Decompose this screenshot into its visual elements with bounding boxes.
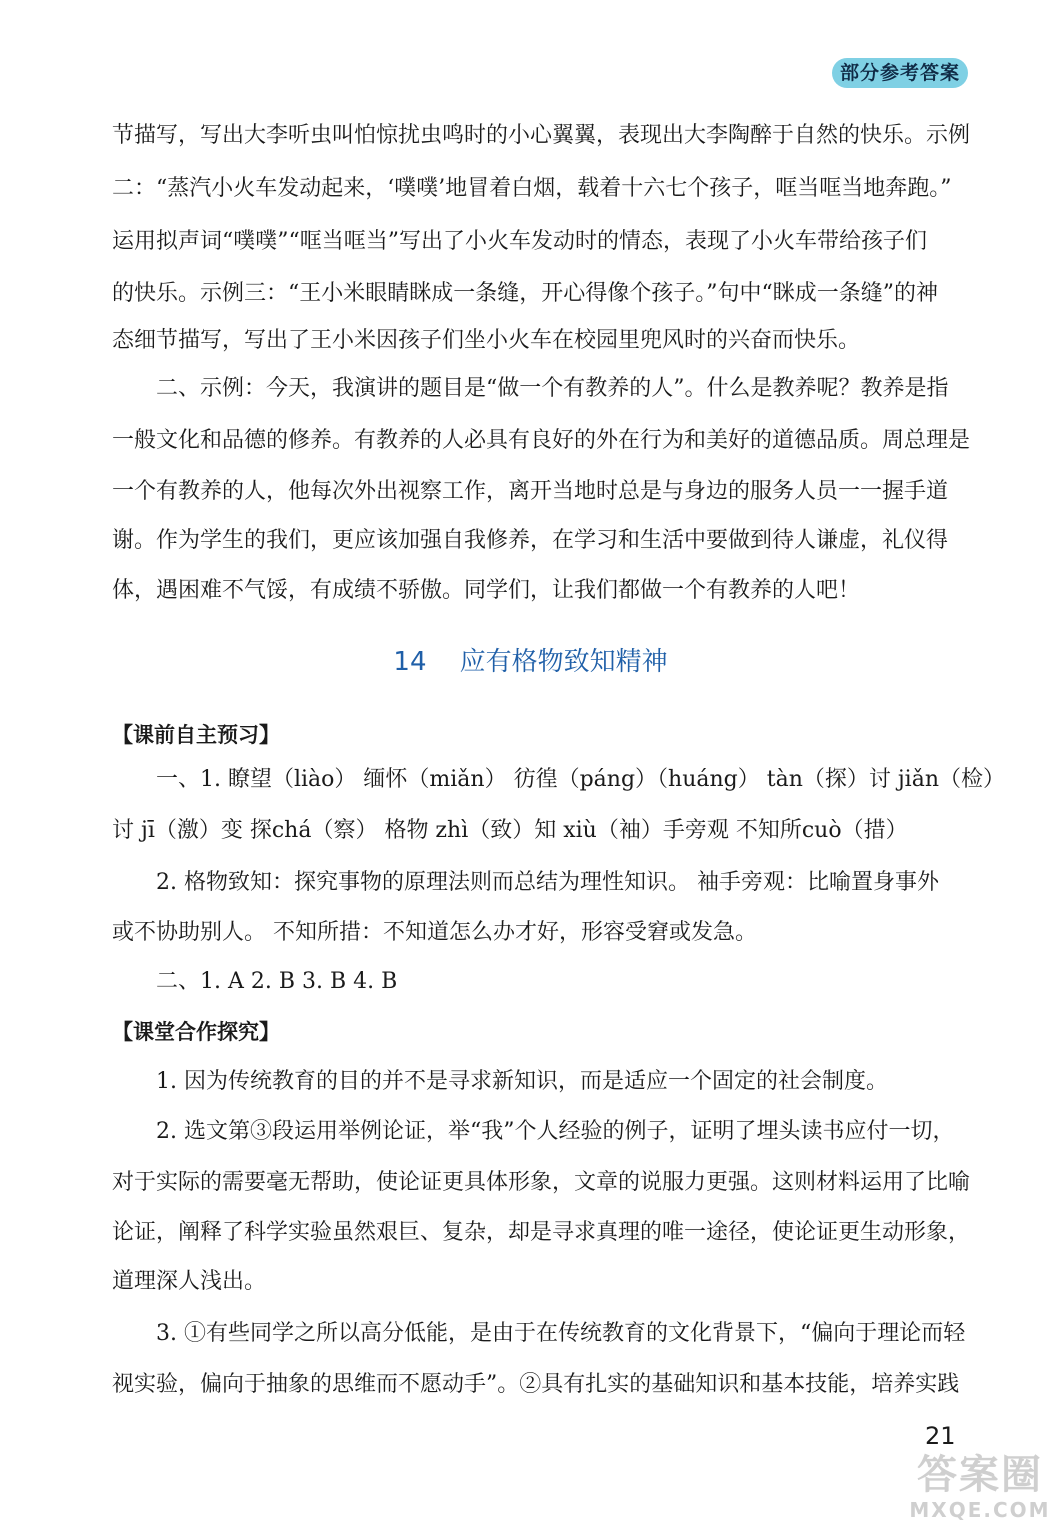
paragraph-line: 一般文化和品德的修养。有教养的人必具有良好的外在行为和美好的道德品质。周总理是 xyxy=(112,428,971,453)
paragraph-line: 运用拟声词“噗噗”“哐当哐当”写出了小火车发动时的情态，表现了小火车带给孩子们 xyxy=(112,229,927,254)
paragraph-line: 一个有教养的人，他每次外出视察工作，离开当地时总是与身边的服务人员一一握手道 xyxy=(112,479,949,504)
watermark-logo: 答案圈 xyxy=(917,1452,1043,1498)
section-title-text: 应有格物致知精神 xyxy=(459,647,668,677)
page-number: 21 xyxy=(925,1422,956,1450)
section-number: 14 xyxy=(393,647,427,677)
explore-line: 论证，阐释了科学实验虽然艰巨、复杂，却是寻求真理的唯一途径，使论证更生动形象， xyxy=(112,1220,971,1245)
preview-line: 2. 格物致知：探究事物的原理法则而总结为理性知识。 袖手旁观：比喻置身事外 xyxy=(156,870,939,895)
watermark xyxy=(905,1452,1055,1532)
paragraph-line: 二：“蒸汽小火车发动起来，‘噗噗’地冒着白烟，载着十六七个孩子，哐当哐当地奔跑。” xyxy=(112,176,952,201)
paragraph-line: 谢。作为学生的我们，更应该加强自我修养，在学习和生活中要做到待人谦虚，礼仪得 xyxy=(112,528,949,553)
paragraph-line: 体，遇困难不气馁，有成绩不骄傲。同学们，让我们都做一个有教养的人吧！ xyxy=(112,578,861,603)
preview-heading: 【课前自主预习】 xyxy=(112,723,280,747)
paragraph-line: 的快乐。示例三：“王小米眼睛眯成一条缝，开心得像个孩子。”句中“眯成一条缝”的神 xyxy=(112,281,938,306)
preview-line: 讨 jī（激）变 探chá（察） 格物 zhì（致）知 xiù（袖）手旁观 不知所cuò（措） xyxy=(112,818,908,843)
explore-line: 道理深人浅出。 xyxy=(112,1269,267,1294)
paragraph-line: 态细节描写，写出了王小米因孩子们坐小火车在校园里兜风时的兴奋而快乐。 xyxy=(112,328,861,353)
explore-line: 3. ①有些同学之所以高分低能，是由于在传统教育的文化背景下，“偏向于理论而轻 xyxy=(156,1321,966,1346)
explore-line: 视实验，偏向于抽象的思维而不愿动手”。②具有扎实的基础知识和基本技能，培养实践 xyxy=(112,1372,960,1397)
paragraph-line: 二、示例：今天，我演讲的题目是“做一个有教养的人”。什么是教养呢？教养是指 xyxy=(156,376,949,401)
explore-line: 1. 因为传统教育的目的并不是寻求新知识，而是适应一个固定的社会制度。 xyxy=(156,1069,888,1094)
section-title xyxy=(0,645,1061,679)
paragraph-line: 节描写，写出大李听虫叫怕惊扰虫鸣时的小心翼翼，表现出大李陶醉于自然的快乐。示例 xyxy=(112,123,971,148)
explore-line: 对于实际的需要毫无帮助，使论证更具体形象，文章的说服力更强。这则材料运用了比喻 xyxy=(112,1170,971,1195)
preview-line: 一、1. 瞭望（liào） 缅怀（miǎn） 彷徨（páng）（huáng） tàn（探）讨 jiǎn（检） xyxy=(156,767,1005,792)
preview-answers: 二、1. A 2. B 3. B 4. B xyxy=(156,969,398,994)
answer-section-badge: 部分参考答案 xyxy=(832,58,968,88)
preview-line: 或不协助别人。 不知所措：不知道怎么办才好，形容受窘或发急。 xyxy=(112,920,757,945)
explore-line: 2. 选文第③段运用举例论证，举“我”个人经验的例子，证明了埋头读书应付一切， xyxy=(156,1119,955,1144)
explore-heading: 【课堂合作探究】 xyxy=(112,1020,280,1044)
watermark-url: MXQE.COM xyxy=(909,1498,1051,1522)
